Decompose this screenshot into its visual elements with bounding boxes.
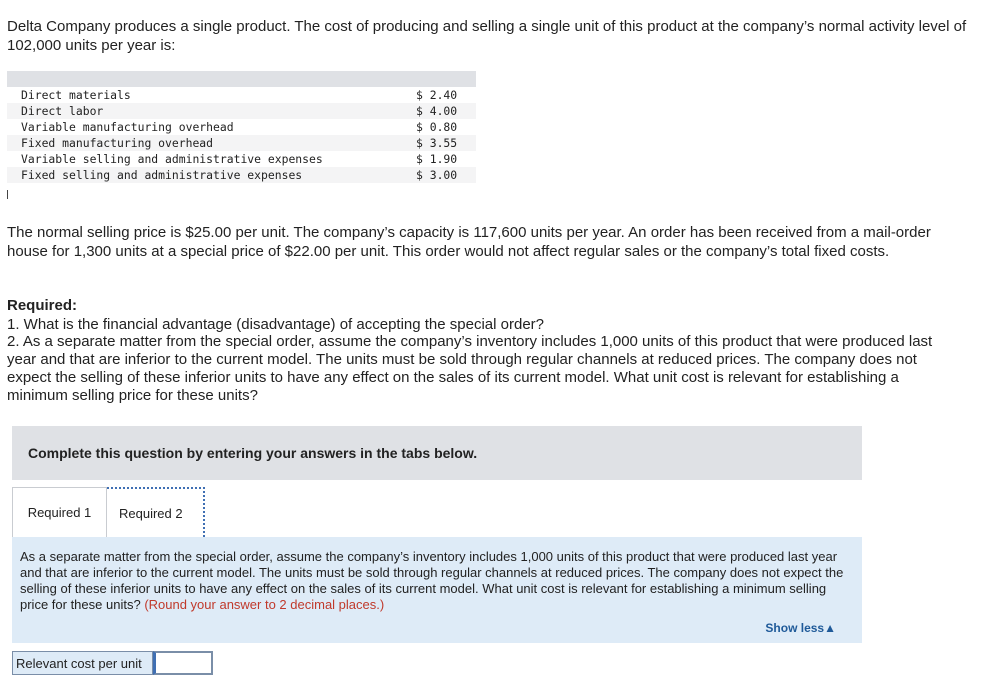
- cost-value: $ 4.00: [416, 103, 476, 119]
- cost-value: $ 0.80: [416, 119, 476, 135]
- cost-label: Variable selling and administrative expenses: [7, 151, 416, 167]
- cost-row-direct-materials: [7, 87, 476, 103]
- required-title: Required:: [7, 297, 78, 314]
- order-description: The normal selling price is $25.00 per unit. The company’s capacity is 117,600 units per year. An order has been received from a mail-order house for 1,300 units at a special price of $22.00 per unit. This order would not affect regular sales or the company’s total fixed costs.: [7, 224, 931, 260]
- panel-question-text: [20, 549, 854, 613]
- show-less-link[interactable]: Show less▲: [765, 621, 836, 635]
- cost-value: $ 3.55: [416, 135, 476, 151]
- answer-label: Relevant cost per unit: [12, 651, 153, 675]
- table-scroll-tick: [7, 190, 8, 199]
- cost-table: [7, 71, 476, 188]
- intro-text: Delta Company produces a single product. The cost of producing and selling a single unit of this product at the company’s normal activity level of 102,000 units per year is:: [7, 18, 967, 54]
- cost-label: Fixed manufacturing overhead: [7, 135, 416, 151]
- cost-table-spacer: [7, 183, 476, 188]
- instructions-banner: Complete this question by entering your answers in the tabs below.: [12, 426, 862, 480]
- relevant-cost-input[interactable]: [153, 651, 213, 675]
- cost-label: Direct labor: [7, 103, 416, 119]
- cost-value: $ 3.00: [416, 167, 476, 183]
- cost-label: Direct materials: [7, 87, 416, 103]
- cost-value: $ 2.40: [416, 87, 476, 103]
- tab-required-2[interactable]: Required 2: [107, 487, 205, 537]
- cost-row-fixed-selling-admin: [7, 167, 476, 183]
- tab-panel-required-2: [12, 537, 862, 643]
- cost-row-direct-labor: [7, 103, 476, 119]
- answer-row: [12, 651, 213, 675]
- required-question-1: 1. What is the financial advantage (disadvantage) of accepting the special order?: [7, 316, 544, 333]
- panel-question: As a separate matter from the special order, assume the company’s inventory includes 1,000 units of this product that were produced last year and that are inferior to the current model. The units must be sold through regular channels at reduced prices. The company does not expect the selling of these inferior units to have any effect on the sales of its current model. What unit cost is relevant for establishing a minimum selling price for these units?: [20, 549, 844, 612]
- cost-row-fixed-mfg-overhead: [7, 135, 476, 151]
- tab-bar: [12, 487, 205, 537]
- rounding-hint: (Round your answer to 2 decimal places.): [144, 597, 385, 612]
- cost-row-variable-mfg-overhead: [7, 119, 476, 135]
- cost-value: $ 1.90: [416, 151, 476, 167]
- required-question-2: 2. As a separate matter from the special order, assume the company’s inventory includes 1,000 units of this product that were produced last year and that are inferior to the current model. The units must be sold through regular channels at reduced prices. The company does not expect the selling of these inferior units to have any effect on the sales of its current model. What unit cost is relevant for establishing a minimum selling price for these units?: [7, 333, 933, 404]
- tab-required-1[interactable]: Required 1: [12, 487, 107, 537]
- cost-table-header: [7, 71, 476, 87]
- cost-label: Variable manufacturing overhead: [7, 119, 416, 135]
- cost-row-variable-selling-admin: [7, 151, 476, 167]
- cost-label: Fixed selling and administrative expenses: [7, 167, 416, 183]
